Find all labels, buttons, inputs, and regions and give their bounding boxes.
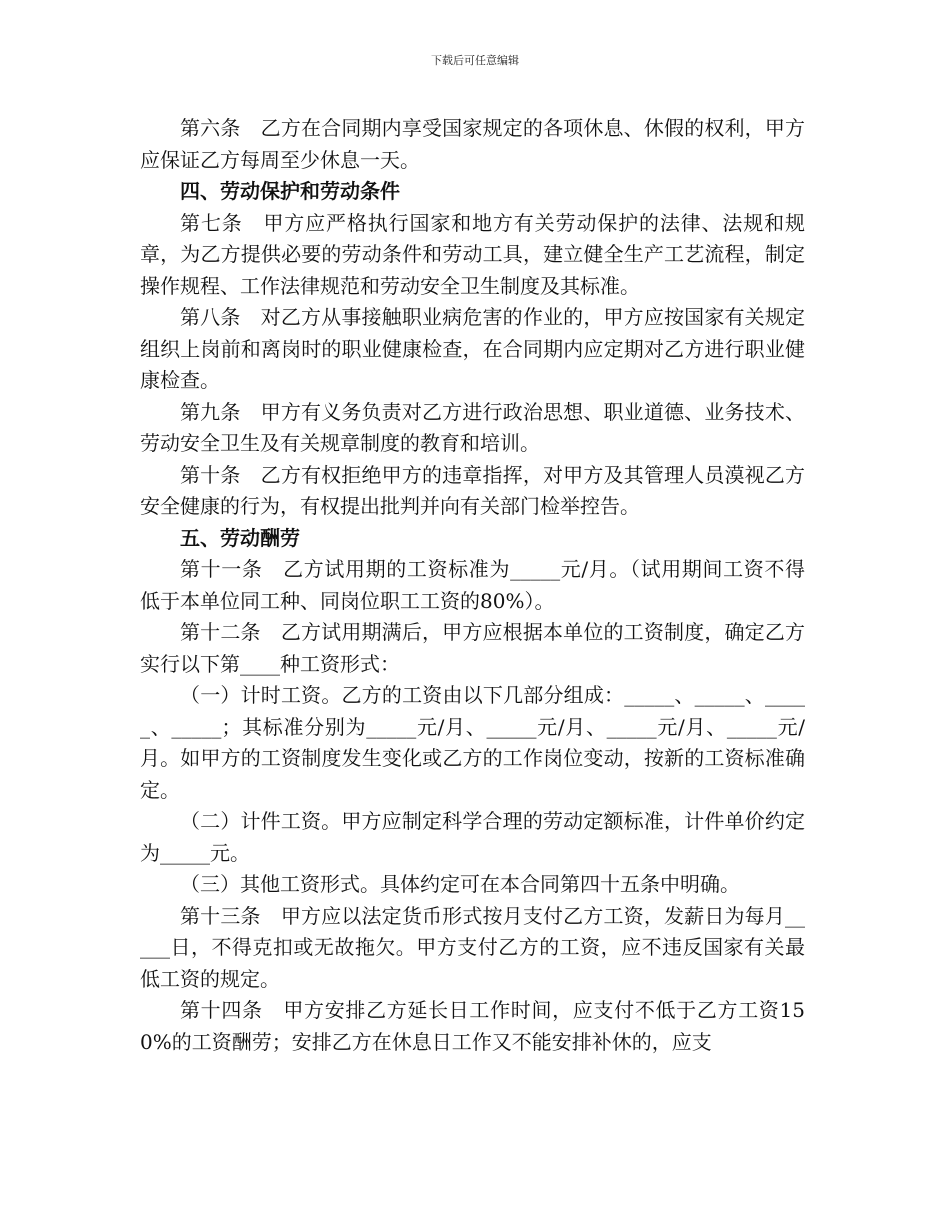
article-12-item-2: （二）计件工资。甲方应制定科学合理的劳动定额标准，计件单价约定为_____元。	[140, 809, 805, 865]
article-9: 第九条 甲方有义务负责对乙方进行政治思想、职业道德、业务技术、劳动安全卫生及有关规章制度的教育和培训。	[140, 399, 805, 455]
section-heading-4: 四、劳动保护和劳动条件	[180, 179, 400, 203]
article-12-item-1: （一）计时工资。乙方的工资由以下几部分组成：_____、_____、_____、_____；其标准分别为_____元/月、_____元/月、_____元/月、_____元/月。如甲方的工资制度发生变化或乙方的工作岗位变动，按新的工资标准确定。	[140, 683, 805, 802]
article-6: 第六条 乙方在合同期内享受国家规定的各项休息、休假的权利，甲方应保证乙方每周至少休息一天。	[140, 116, 805, 172]
article-11: 第十一条 乙方试用期的工资标准为_____元/月。（试用期间工资不得低于本单位同工种、同岗位职工工资的80%）。	[140, 557, 805, 613]
article-13: 第十三条 甲方应以法定货币形式按月支付乙方工资，发薪日为每月_____日，不得克扣或无故拖欠。甲方支付乙方的工资，应不违反国家有关最低工资的规定。	[140, 903, 805, 991]
article-8: 第八条 对乙方从事接触职业病危害的作业的，甲方应按国家有关规定组织上岗前和离岗时的职业健康检查，在合同期内应定期对乙方进行职业健康检查。	[140, 305, 805, 392]
article-12-item-3: （三）其他工资形式。具体约定可在本合同第四十五条中明确。	[180, 872, 740, 896]
article-10: 第十条 乙方有权拒绝甲方的违章指挥，对甲方及其管理人员漠视乙方安全健康的行为，有权提出批判并向有关部门检举控告。	[140, 462, 805, 518]
document-body	[140, 113, 805, 1058]
article-12: 第十二条 乙方试用期满后，甲方应根据本单位的工资制度，确定乙方实行以下第____种工资形式：	[140, 620, 805, 676]
section-heading-5: 五、劳动酬劳	[180, 525, 300, 550]
article-7: 第七条 甲方应严格执行国家和地方有关劳动保护的法律、法规和规章，为乙方提供必要的劳动条件和劳动工具，建立健全生产工艺流程，制定操作规程、工作法律规范和劳动安全卫生制度及其标准。	[140, 210, 805, 298]
article-14: 第十四条 甲方安排乙方延长日工作时间，应支付不低于乙方工资150%的工资酬劳；安排乙方在休息日工作又不能安排补休的，应支	[140, 998, 805, 1054]
page-header: 下载后可任意编辑	[431, 54, 519, 67]
